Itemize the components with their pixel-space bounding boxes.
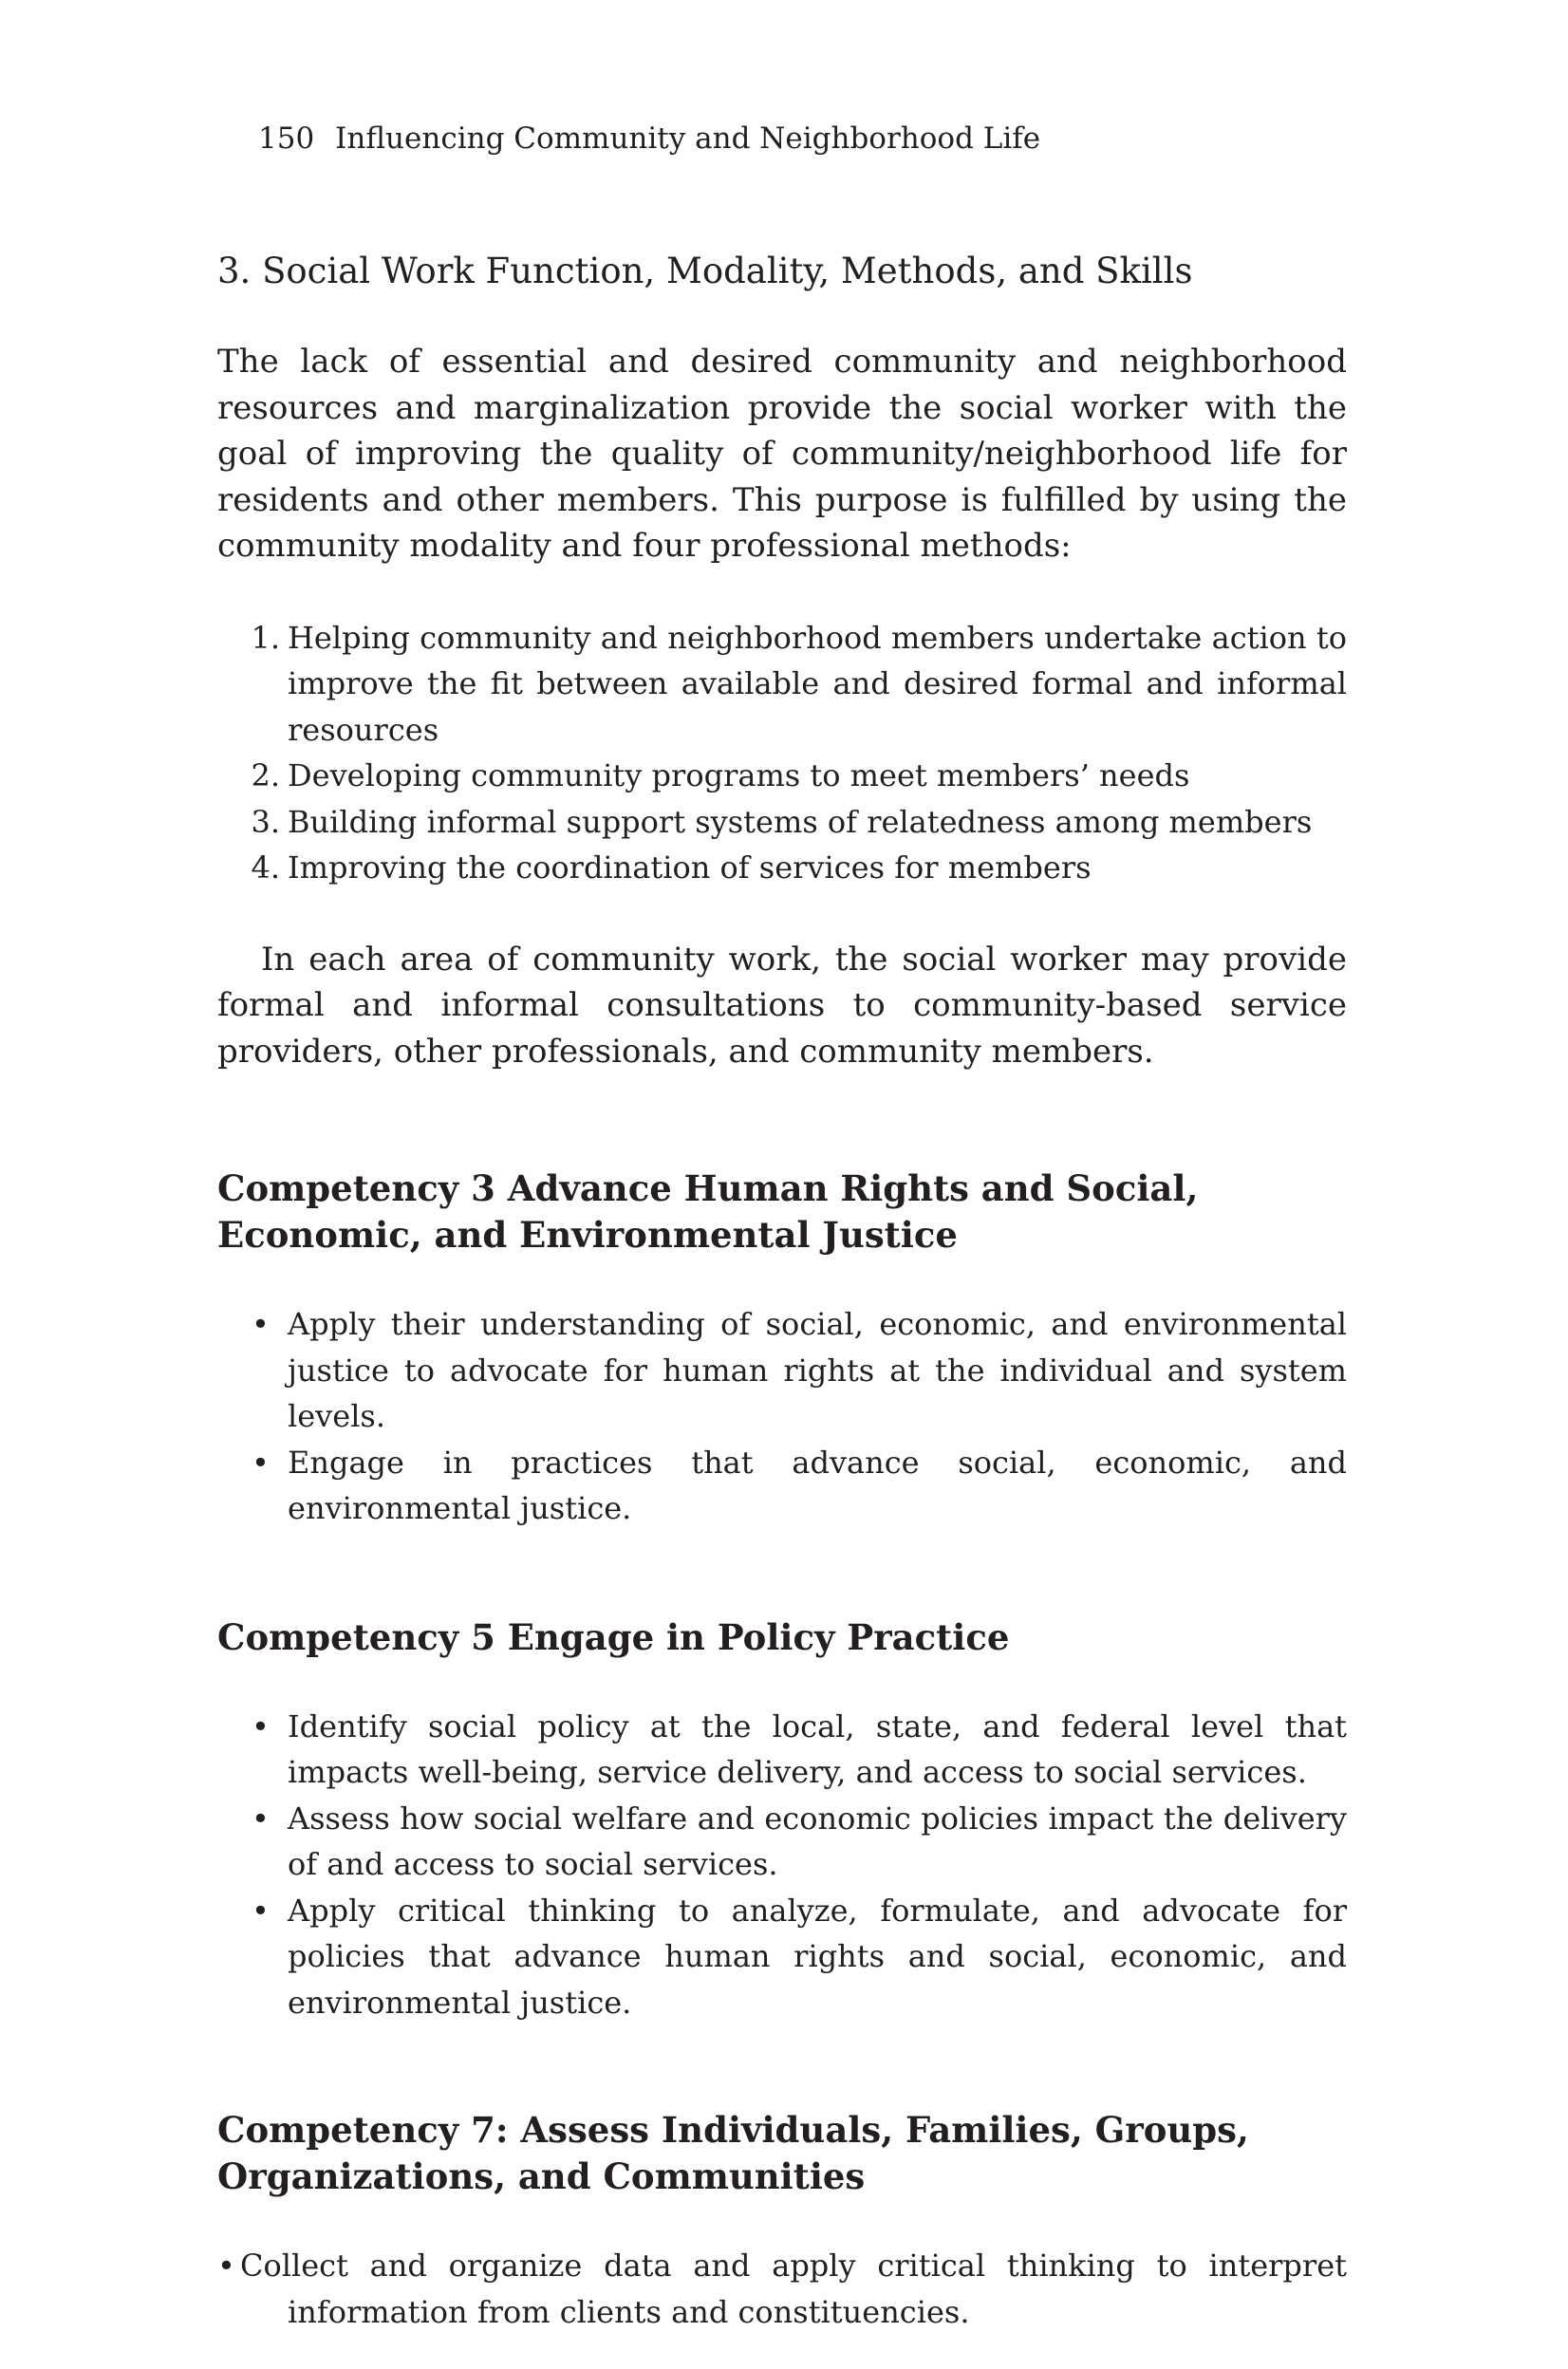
bullet-text: Identify social policy at the local, state, and federal level that impacts well-being, service delivery, and access to social services. — [288, 1707, 1347, 1790]
bullet-icon: • — [252, 1892, 270, 1929]
bullet-text: Assess how social welfare and economic policies impact the delivery of and access to social services. — [288, 1800, 1347, 1882]
bullet-text: Collect and organize data and apply critical thinking to interpret information from clients and constituencies. — [240, 2248, 1347, 2330]
method-text: Developing community programs to meet members’ needs — [288, 757, 1190, 793]
method-number: 4. — [251, 849, 280, 886]
competency-5-list — [217, 1704, 1347, 2026]
method-item — [217, 799, 1347, 846]
running-head-title: Influencing Community and Neighborhood Life — [335, 121, 1041, 156]
bullet-text: Apply their understanding of social, economic, and environmental justice to advocate for human rights at the individual and system levels. — [288, 1306, 1347, 1434]
competency-3-list — [217, 1301, 1347, 1532]
competency-7-list — [217, 2243, 1347, 2335]
list-item — [217, 1301, 1347, 1440]
method-text: Building informal support systems of relatedness among members — [288, 803, 1313, 840]
method-number: 2. — [251, 757, 280, 793]
method-item — [217, 845, 1347, 891]
list-item — [217, 1888, 1347, 2026]
bullet-icon: • — [252, 1707, 270, 1744]
method-text: Helping community and neighborhood members undertake action to improve the fit between available and desired formal and informal resources — [288, 619, 1347, 748]
bullet-icon: • — [252, 1800, 270, 1837]
section-title: 3. Social Work Function, Modality, Methods, and Skills — [217, 251, 1193, 291]
page-number: 150 — [258, 121, 315, 156]
competency-5-heading: Competency 5 Engage in Policy Practice — [217, 1615, 1010, 1658]
bullet-icon: • — [252, 1306, 270, 1342]
methods-list — [217, 615, 1347, 891]
bullet-icon: • — [252, 1444, 270, 1481]
list-item — [217, 2243, 1347, 2335]
page-body — [217, 249, 1347, 2335]
competency-3-heading: Competency 3 Advance Human Rights and Social, Economic, and Environmental Justice — [217, 1167, 1199, 1256]
running-head — [258, 121, 1040, 156]
method-item — [217, 753, 1347, 799]
bullet-text: Engage in practices that advance social, economic, and environmental justice. — [288, 1444, 1347, 1526]
list-item — [217, 1796, 1347, 1888]
method-item — [217, 615, 1347, 754]
method-text: Improving the coordination of services for members — [288, 849, 1092, 886]
list-item — [217, 1440, 1347, 1532]
competency-7-heading: Competency 7: Assess Individuals, Families, Groups, Organizations, and Communities — [217, 2109, 1249, 2197]
intro-paragraph: The lack of essential and desired community and neighborhood resources and marginalization provide the social worker with the goal of improving the quality of community/neighborhood life for residents and other members. This purpose is fulfilled by using the community modality and four professional methods: — [217, 343, 1347, 565]
method-number: 1. — [251, 619, 280, 656]
method-number: 3. — [251, 803, 280, 840]
bullet-text: Apply critical thinking to analyze, formulate, and advocate for policies that advance human rights and social, economic, and environmental justice. — [288, 1892, 1347, 2021]
closing-paragraph: In each area of community work, the social worker may provide formal and informal consultations to community-based service providers, other professionals, and community members. — [217, 940, 1347, 1071]
bullet-icon: • — [217, 2248, 235, 2284]
list-item — [217, 1704, 1347, 1796]
